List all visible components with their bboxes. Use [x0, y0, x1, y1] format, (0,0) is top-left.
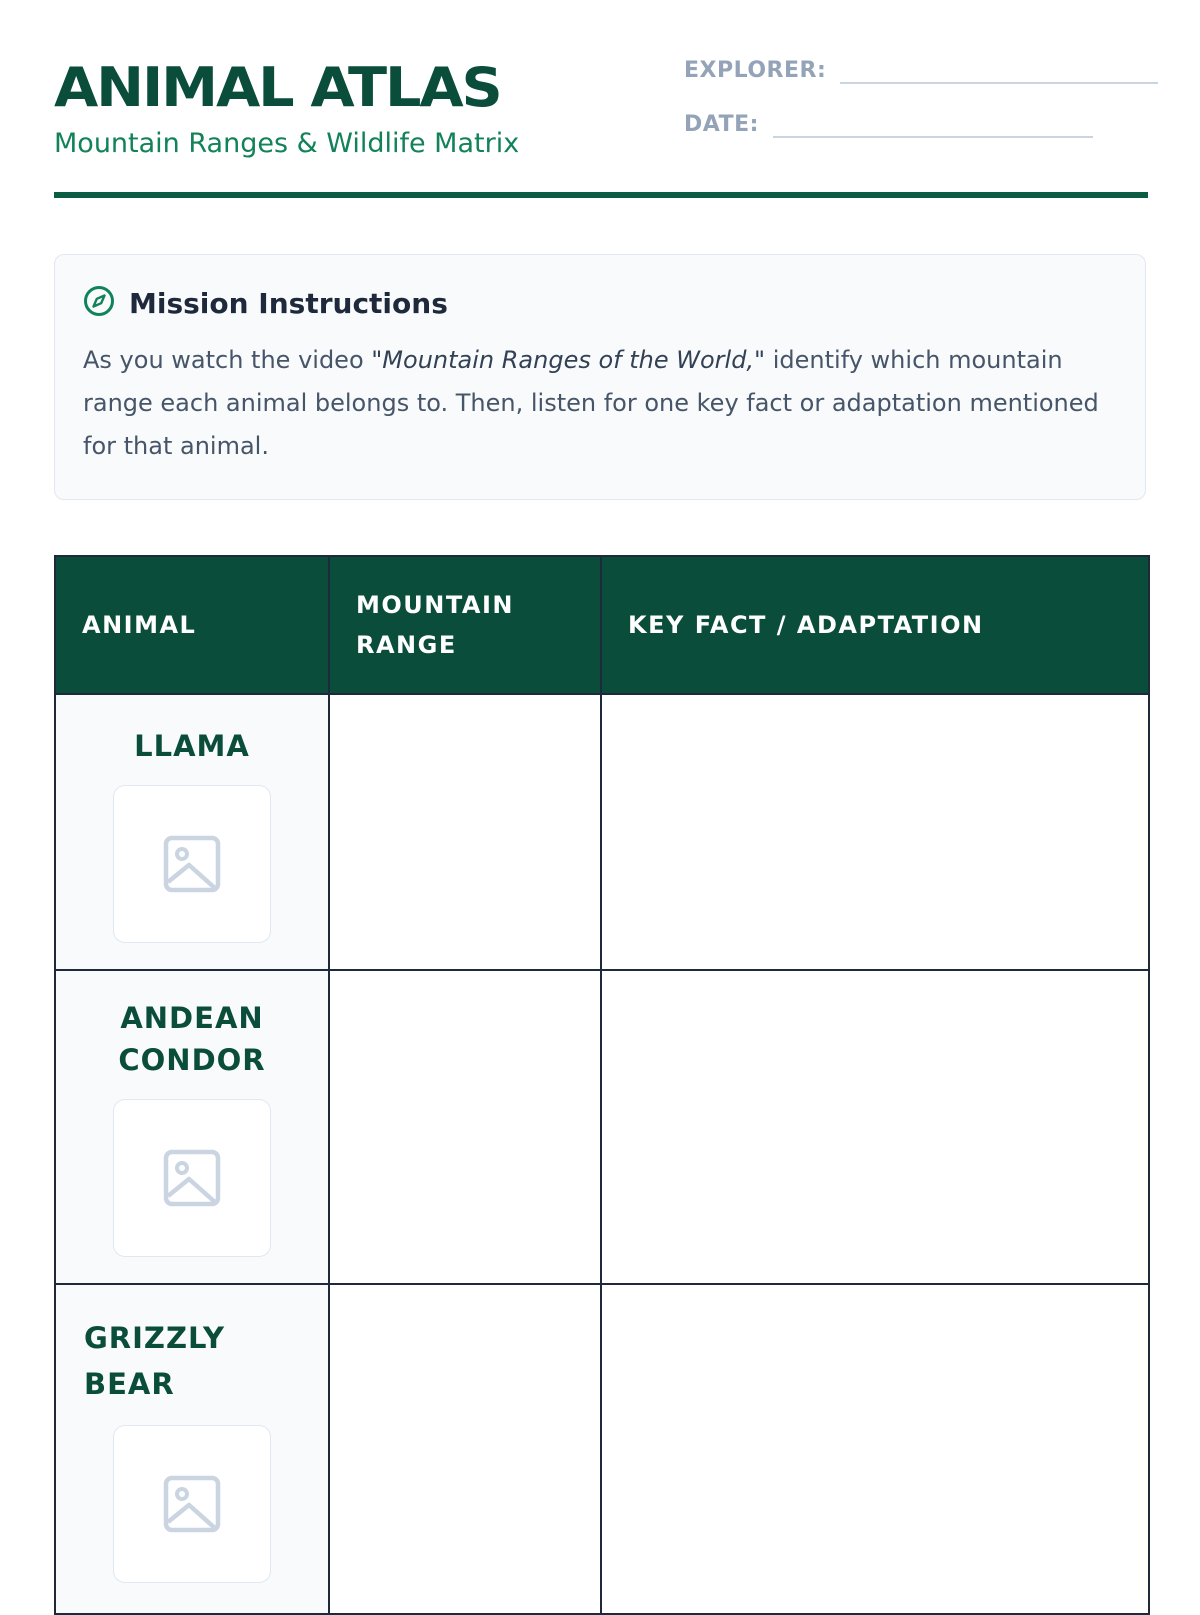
instructions-heading — [83, 285, 448, 322]
column-header-animal: ANIMAL — [55, 556, 329, 694]
animal-cell — [55, 970, 329, 1284]
animal-name: ANDEAN CONDOR — [118, 1001, 266, 1077]
instructions-box — [54, 254, 1146, 500]
column-header-key-fact: KEY FACT / ADAPTATION — [601, 556, 1149, 694]
animal-image-placeholder — [113, 785, 271, 943]
date-field[interactable] — [773, 114, 1093, 138]
instructions-text — [83, 339, 1113, 468]
key-fact-cell[interactable] — [601, 970, 1149, 1284]
table-row — [55, 970, 1149, 1284]
table-row — [55, 1284, 1149, 1614]
compass-icon — [83, 285, 115, 322]
image-placeholder-icon — [163, 835, 221, 893]
date-row — [684, 112, 1093, 138]
mountain-range-cell[interactable] — [329, 970, 601, 1284]
animal-image-placeholder — [113, 1099, 271, 1257]
column-header-mountain-range: MOUNTAIN RANGE — [329, 556, 601, 694]
animal-cell — [55, 694, 329, 970]
explorer-row — [684, 58, 1158, 84]
key-fact-cell[interactable] — [601, 694, 1149, 970]
animal-image-placeholder — [113, 1425, 271, 1583]
worksheet-subtitle: Mountain Ranges & Wildlife Matrix — [54, 128, 520, 159]
animal-cell — [55, 1284, 329, 1614]
date-label: DATE: — [684, 112, 759, 137]
worksheet-header — [54, 56, 1148, 206]
mountain-range-cell[interactable] — [329, 694, 601, 970]
image-placeholder-icon — [163, 1475, 221, 1533]
instructions-title: Mission Instructions — [129, 287, 448, 320]
animal-name: GRIZZLY BEAR — [84, 1321, 225, 1401]
instructions-text-start: As you watch the video — [83, 346, 372, 374]
video-title: "Mountain Ranges of the World," — [371, 346, 766, 374]
table-header-row — [55, 556, 1149, 694]
animal-name: LLAMA — [134, 729, 250, 763]
instructions-text-end: identify which mountain range each animal belongs to. Then, listen for one key fact or adaptation mentioned for that animal. — [83, 346, 1099, 460]
header-divider — [54, 192, 1148, 198]
explorer-field[interactable] — [840, 60, 1158, 84]
mountain-range-cell[interactable] — [329, 1284, 601, 1614]
explorer-label: EXPLORER: — [684, 58, 827, 83]
image-placeholder-icon — [163, 1149, 221, 1207]
table-row — [55, 694, 1149, 970]
key-fact-cell[interactable] — [601, 1284, 1149, 1614]
worksheet-title: ANIMAL ATLAS — [54, 56, 501, 119]
animal-matrix-table — [54, 555, 1150, 1615]
